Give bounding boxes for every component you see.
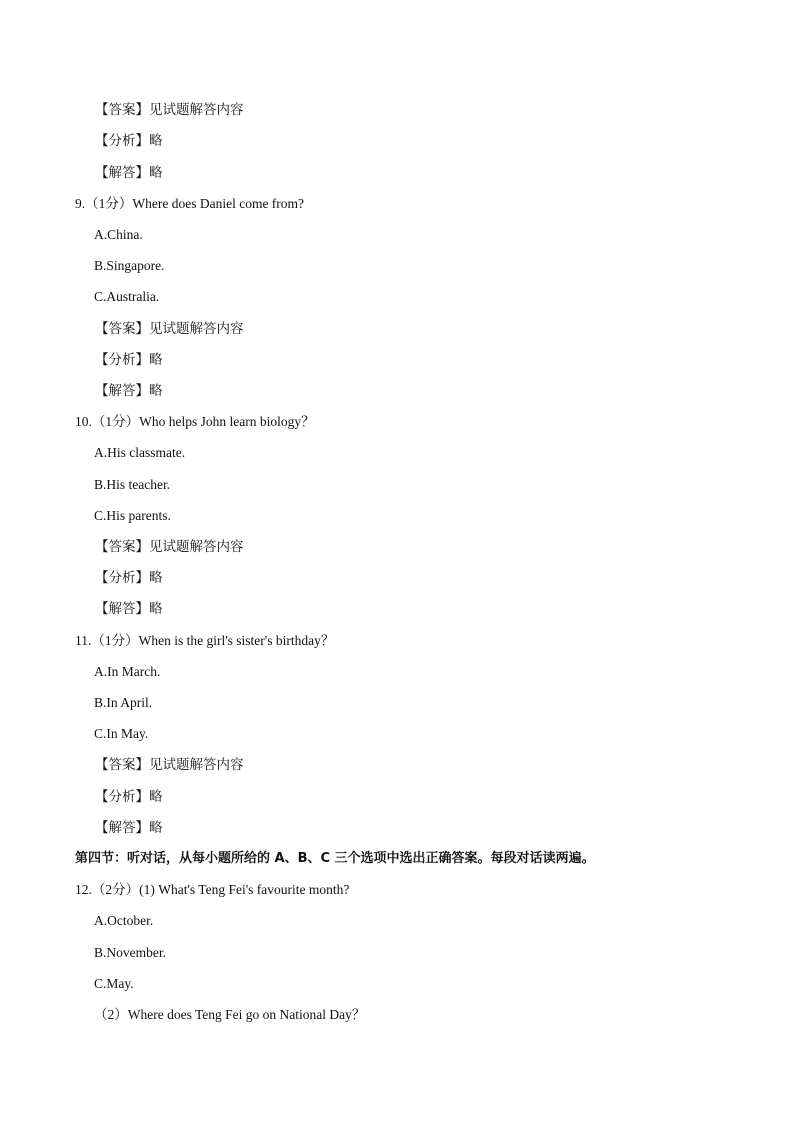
question-10: 10.（1分）Who helps John learn biology？ — [75, 414, 315, 429]
solution-line: 【解答】略 — [95, 383, 163, 399]
answer-line: 【答案】见试题解答内容 — [95, 757, 244, 773]
option-c: C.May. — [94, 976, 134, 991]
section-heading: 第四节：听对话，从每小题所给的 A、B、C 三个选项中选出正确答案。每段对话读两遍。 — [75, 851, 595, 866]
option-a: A.In March. — [94, 664, 161, 679]
subquestion-2: （2）Where does Teng Fei go on National Day？ — [94, 1007, 366, 1022]
option-a: A.China. — [94, 227, 143, 242]
answer-line: 【答案】见试题解答内容 — [95, 539, 244, 555]
option-c: C.His parents. — [94, 508, 171, 523]
analysis-line: 【分析】略 — [95, 352, 163, 368]
question-11: 11.（1分）When is the girl's sister's birthday？ — [75, 633, 335, 648]
option-a: A.October. — [94, 913, 154, 928]
analysis-line: 【分析】略 — [95, 570, 163, 586]
answer-line: 【答案】见试题解答内容 — [95, 102, 244, 118]
analysis-line: 【分析】略 — [95, 789, 163, 805]
option-c: C.Australia. — [94, 289, 160, 304]
question-12: 12.（2分）(1) What's Teng Fei's favourite month? — [75, 882, 350, 897]
option-b: B.Singapore. — [94, 258, 165, 273]
solution-line: 【解答】略 — [95, 820, 163, 836]
option-b: B.November. — [94, 945, 166, 960]
option-b: B.His teacher. — [94, 477, 171, 492]
question-9: 9.（1分）Where does Daniel come from? — [75, 196, 305, 211]
answer-line: 【答案】见试题解答内容 — [95, 321, 244, 337]
option-b: B.In April. — [94, 695, 153, 710]
option-a: A.His classmate. — [94, 445, 186, 460]
option-c: C.In May. — [94, 726, 149, 741]
solution-line: 【解答】略 — [95, 601, 163, 617]
solution-line: 【解答】略 — [95, 165, 163, 181]
analysis-line: 【分析】略 — [95, 133, 163, 149]
